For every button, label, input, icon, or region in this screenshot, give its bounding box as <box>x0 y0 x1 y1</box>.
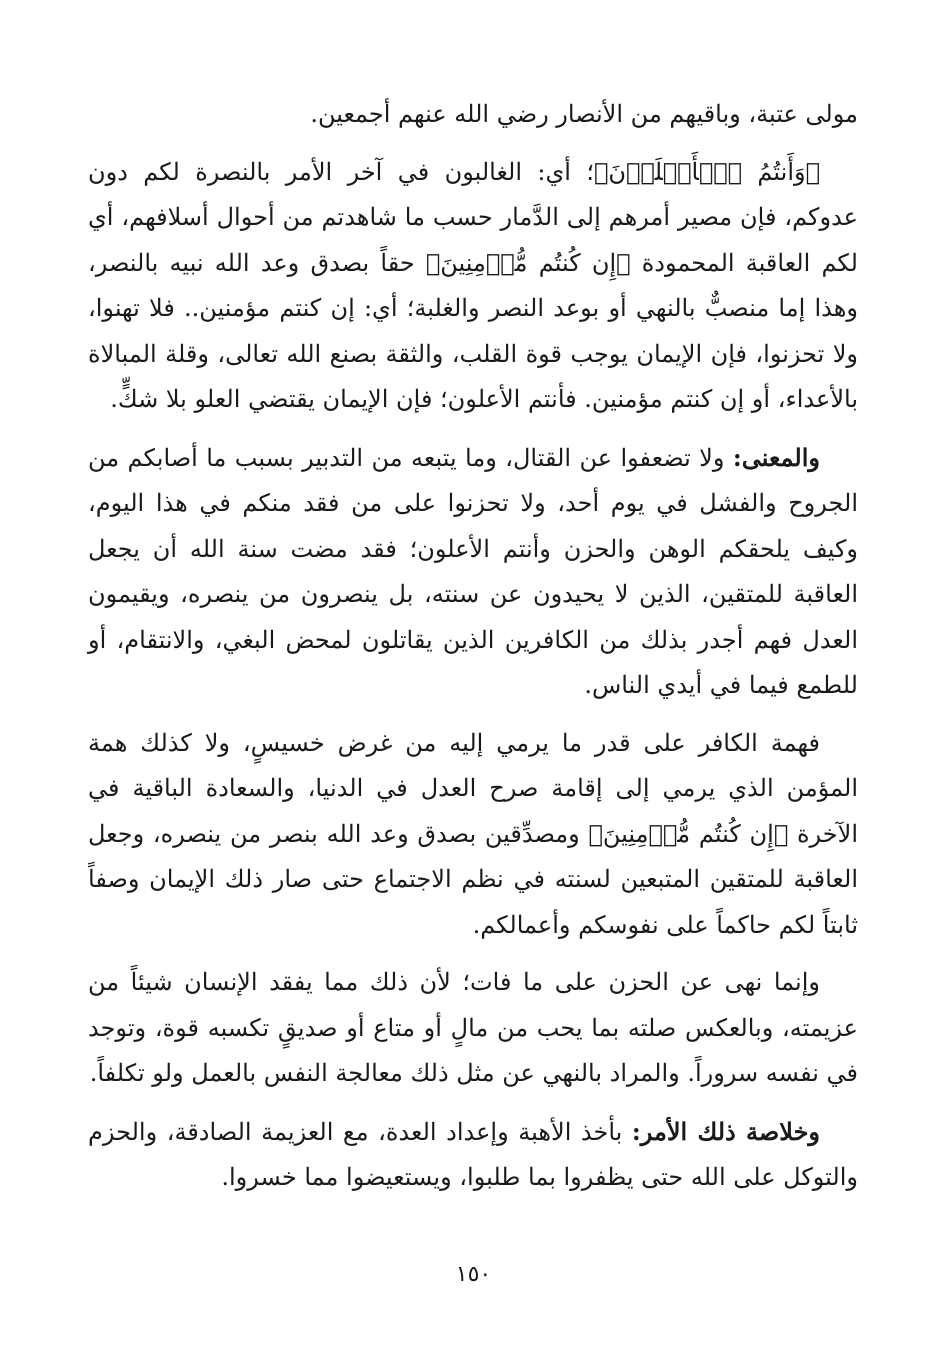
paragraph-5 <box>88 960 858 1097</box>
paragraph-6 <box>88 1109 858 1201</box>
paragraph-6-text: بأخذ الأهبة وإعداد العدة، مع العزيمة الصادقة، والحزم والتوكل على الله حتى يظفروا بما طلبوا، ويستعيضوا مما خسروا. <box>88 1117 858 1191</box>
paragraph-5-text: وإنما نهى عن الحزن على ما فات؛ لأن ذلك مما يفقد الإنسان شيئاً من عزيمته، وبالعكس صلته بما يحب من مالٍ أو متاع أو صديقٍ تكسبه قوة، وتوجد في نفسه سروراً. والمراد بالنهي عن مثل ذلك معالجة النفس بالعمل ولو تكلفاً. <box>88 968 858 1087</box>
paragraph-3 <box>88 435 858 709</box>
page-number: ١٥٠ <box>455 1262 492 1287</box>
paragraph-1 <box>88 92 858 138</box>
paragraph-4-text: فهمة الكافر على قدر ما يرمي إليه من غرض خسيسٍ، ولا كذلك همة المؤمن الذي يرمي إلى إقامة صرح العدل في الدنيا، والسعادة الباقية في الآخرة ﴿إِن كُنتُم مُّؤۡمِنِينَ﴾ ومصدِّقين بصدق وعد الله بنصر من ينصره، وجعل العاقبة للمتقين المتبعين لسنته في نظم الاجتماع حتى صار ذلك الإيمان وصفاً ثابتاً لكم حاكماً على نفوسكم وأعمالكم. <box>88 728 858 939</box>
paragraph-1-text: مولى عتبة، وباقيهم من الأنصار رضي الله عنهم أجمعين. <box>310 100 858 128</box>
paragraph-2 <box>88 150 858 423</box>
page-body <box>88 92 858 1201</box>
paragraph-3-lead: والمعنى: <box>732 442 820 472</box>
paragraph-6-lead: وخلاصة ذلك الأمر: <box>631 1116 821 1146</box>
paragraph-3-text: ولا تضعفوا عن القتال، وما يتبعه من التدبير بسبب ما أصابكم من الجروح والفشل في يوم أحد، ولا تحزنوا على من فقد منكم في هذا اليوم، وكيف يلحقكم الوهن والحزن وأنتم الأعلون؛ فقد مضت سنة الله أن يجعل العاقبة للمتقين، الذين لا يحيدون عن سنته، بل ينصرون من ينصره، ويقيمون العدل فهم أجدر بذلك من الكافرين الذين يقاتلون لمحض البغي، والانتقام، أو للطمع فيما في أيدي الناس. <box>88 443 858 699</box>
paragraph-2-text: ﴿وَأَنتُمُ ٱلۡأَعۡلَوۡنَ﴾؛ أي: الغالبون في آخر الأمر بالنصرة لكم دون عدوكم، فإن مصير أمرهم إلى الدَّمار حسب ما شاهدتم من أحوال أسلافهم، أي لكم العاقبة المحمودة ﴿إِن كُنتُم مُّؤۡمِنِينَ﴾ حقاً بصدق وعد الله نبيه بالنصر، وهذا إما منصبٌّ بالنهي أو بوعد النصر والغلبة؛ أي: إن كنتم مؤمنين.. فلا تهنوا، ولا تحزنوا، فإن الإيمان يوجب قوة القلب، والثقة بصنع الله تعالى، وقلة المبالاة بالأعداء، أو إن كنتم مؤمنين. فأنتم الأعلون؛ فإن الإيمان يقتضي العلو بلا شكٍّ. <box>88 157 858 413</box>
paragraph-4 <box>88 721 858 949</box>
